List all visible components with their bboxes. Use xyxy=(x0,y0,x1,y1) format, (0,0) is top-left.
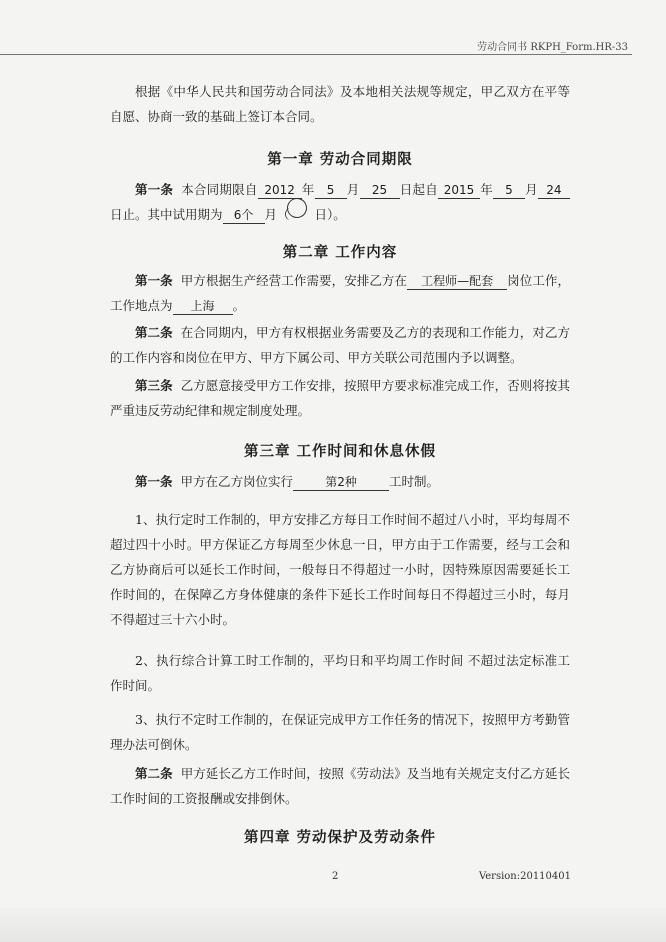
ch3-paragraph-1: 1、执行定时工作制的，甲方安排乙方每日工作时间不超过八小时，平均每周不超过四十小时。甲方保证乙方每周至少休息一日，甲方由于工作需要，经与工会和乙方协商后可以延长工作时间，一般每日不得超过一小时，因特殊原因需要延长工作时间的，在保障乙方身体健康的条件下延长工作时间每日不得超过三小时，每月不得超过三十六小时。 xyxy=(110,512,570,627)
preamble-text: 根据《中华人民共和国劳动合同法》及本地相关法规等规定，甲乙双方在平等自愿、协商一致的基础上签订本合同。 xyxy=(110,84,570,124)
ch3-paragraph-3: 3、执行不定时工作制的，在保证完成甲方工作任务的情况下，按照甲方考勤管理办法可倒休。 xyxy=(110,712,570,752)
start-month-field: 5 xyxy=(315,182,347,199)
ch2-article-2: 第二条 在合同期内，甲方有权根据业务需要及乙方的表现和工作能力，对乙方的工作内容和岗位在甲方、甲方下属公司、甲方关联公司范围内予以调整。 xyxy=(110,325,570,365)
chapter-2-title: 第二章 工作内容 xyxy=(282,244,398,261)
chapter-4-title: 第四章 劳动保护及劳动条件 xyxy=(243,829,437,846)
header-rule xyxy=(0,54,632,55)
scan-bottom-edge xyxy=(0,908,666,942)
ch2-article-1: 第一条 甲方根据生产经营工作需要，安排乙方在 工程师—配套 岗位工作，工作地点为 上海 。 xyxy=(110,273,570,313)
document-id: 劳动合同书 RKPH_Form.HR-33 xyxy=(477,42,628,53)
article-label: 第一条 xyxy=(135,474,173,489)
chapter-1-title: 第一章 劳动合同期限 xyxy=(267,151,413,168)
start-day-field: 25 xyxy=(360,182,400,199)
location-field: 上海 xyxy=(173,298,233,315)
article-label: 第二条 xyxy=(135,766,173,781)
article-label: 第二条 xyxy=(135,325,173,340)
article-label: 第三条 xyxy=(135,378,173,393)
page-number: 2 xyxy=(332,871,339,882)
ch3-article-1: 第一条 甲方在乙方岗位实行 第2种 工时制。 xyxy=(135,474,440,489)
probation-field: 6个 xyxy=(223,207,265,224)
article-label: 第一条 xyxy=(135,182,174,197)
circled-day-mark: 日 xyxy=(290,202,328,227)
end-month-field: 5 xyxy=(493,182,525,199)
chapter-3-title: 第三章 工作时间和休息休假 xyxy=(243,443,437,460)
ch3-article-2: 第二条 甲方延长乙方工作时间，按照《劳动法》及当地有关规定支付乙方延长工作时间的工资报酬或安排倒休。 xyxy=(110,766,570,806)
article-label: 第一条 xyxy=(135,273,173,288)
ch1-article-1: 第一条 本合同期限自 2012 年 5 月 25 日起自 2015 年 5 月 24日止。其中试用期为 6个 月（ 日）。 xyxy=(110,177,570,227)
end-day-field: 24 xyxy=(538,182,570,199)
start-year-field: 2012 xyxy=(258,182,302,199)
ch3-paragraph-2: 2、执行综合计算工时工作制的，平均日和平均周工作时间 不超过法定标准工作时间。 xyxy=(110,653,570,693)
ch2-article-3: 第三条 乙方愿意接受甲方工作安排，按照甲方要求标准完成工作，否则将按其严重违反劳动纪律和规定制度处理。 xyxy=(110,378,570,418)
version-label: Version:20110401 xyxy=(478,871,571,882)
work-hour-type-field: 第2种 xyxy=(293,474,389,491)
position-field: 工程师—配套 xyxy=(407,273,507,290)
end-year-field: 2015 xyxy=(438,182,480,199)
